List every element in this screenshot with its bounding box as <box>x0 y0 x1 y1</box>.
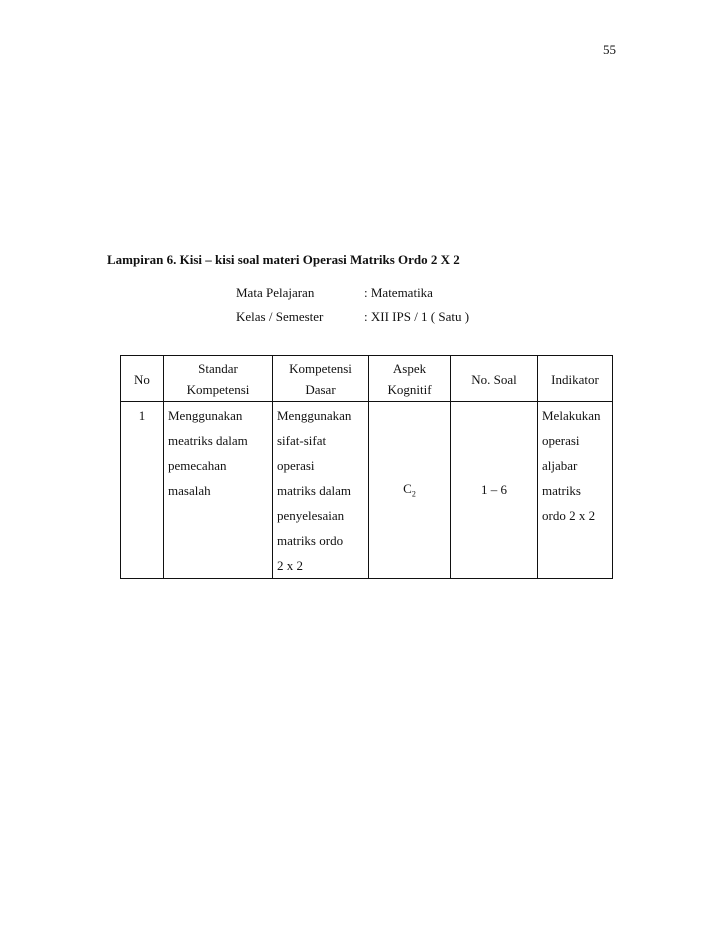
meta-class-label: Kelas / Semester <box>236 309 324 324</box>
cell-line: matriks dalam <box>277 483 352 498</box>
cell-line: operasi <box>542 433 580 448</box>
cell-line: Menggunakan <box>277 408 352 423</box>
cell-line: aljabar <box>542 458 578 473</box>
cell-line: pemecahan <box>168 458 227 473</box>
page-number: 55 <box>603 42 616 57</box>
cell-line: 2 x 2 <box>277 558 303 573</box>
cell-indikator <box>538 402 613 579</box>
meta-subject <box>236 285 433 301</box>
table-row <box>121 402 613 579</box>
header-text: Aspek <box>392 361 427 376</box>
meta-class-value: : XII IPS / 1 ( Satu ) <box>364 309 470 324</box>
cell-line: Menggunakan <box>168 408 243 423</box>
header-text: Kognitif <box>387 382 432 397</box>
header-text: Dasar <box>305 382 336 397</box>
grid-table <box>120 355 613 579</box>
cell-aspek-subscript: 2 <box>411 489 416 499</box>
cell-aspek-letter: C <box>403 481 412 497</box>
cell-line: matriks <box>542 483 581 498</box>
table-header-row <box>121 356 613 402</box>
meta-subject-value: : Matematika <box>364 285 433 300</box>
cell-kompetensi-dasar <box>273 402 369 579</box>
cell-line: sifat-sifat <box>277 433 327 448</box>
cell-line: penyelesaian <box>277 508 345 523</box>
cell-no-soal: 1 – 6 <box>451 402 538 579</box>
meta-class-semester <box>236 309 469 325</box>
meta-subject-label: Mata Pelajaran <box>236 285 315 300</box>
header-no: No <box>121 356 164 402</box>
cell-line: operasi <box>277 458 315 473</box>
header-text: Kompetensi <box>289 361 352 376</box>
cell-standar-kompetensi <box>164 402 273 579</box>
cell-line: Melakukan <box>542 408 601 423</box>
cell-aspek-kognitif <box>369 402 451 579</box>
header-text: Standar <box>198 361 238 376</box>
header-kompetensi-dasar <box>273 356 369 402</box>
cell-line: meatriks dalam <box>168 433 248 448</box>
header-text: Kompetensi <box>186 382 250 397</box>
header-aspek-kognitif <box>369 356 451 402</box>
page-title: Lampiran 6. Kisi – kisi soal materi Operasi Matriks Ordo 2 X 2 <box>107 252 460 267</box>
header-no-soal: No. Soal <box>451 356 538 402</box>
header-indikator: Indikator <box>538 356 613 402</box>
header-standar-kompetensi <box>164 356 273 402</box>
cell-no: 1 <box>121 402 164 579</box>
cell-line: masalah <box>168 483 211 498</box>
cell-line: matriks ordo <box>277 533 344 548</box>
cell-line: ordo 2 x 2 <box>542 508 596 523</box>
